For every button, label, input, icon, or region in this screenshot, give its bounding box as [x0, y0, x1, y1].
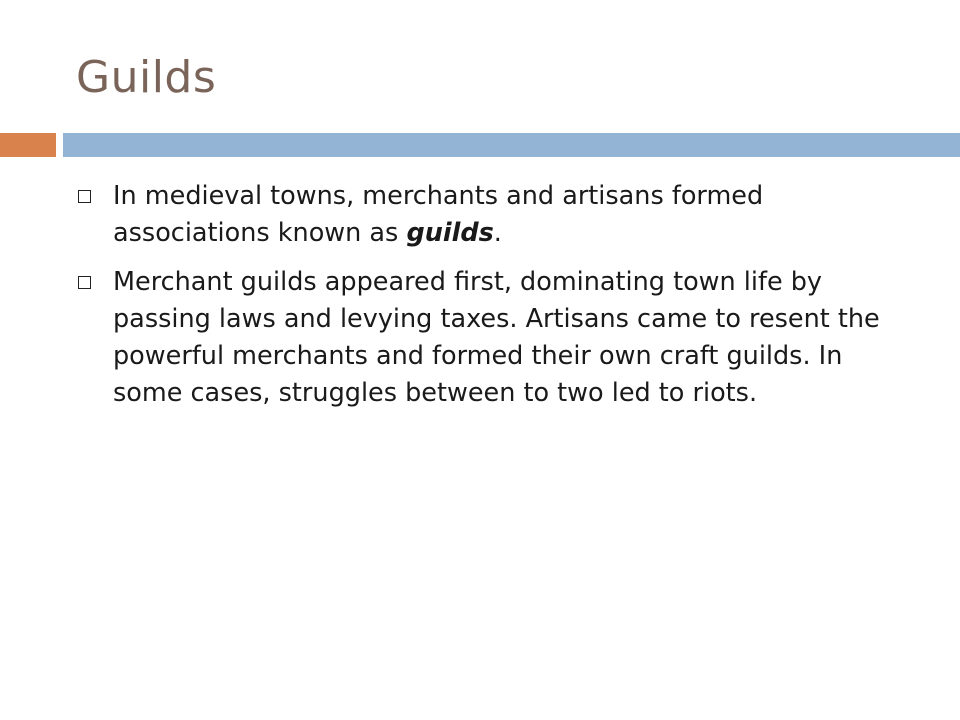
accent-bar-orange	[0, 133, 56, 157]
bullet-list	[76, 178, 906, 424]
bullet-text	[113, 267, 880, 408]
bullet-text-before: Merchant guilds appeared first, dominating town life by passing laws and levying taxes. Artisans came to resent the powerful merchants and formed their own craft guilds. In some cases, struggles between to two led to riots.	[113, 267, 880, 408]
slide-title: Guilds	[76, 52, 217, 103]
bullet-text	[113, 181, 763, 248]
square-bullet-icon	[78, 276, 91, 289]
accent-bar-blue	[63, 133, 960, 157]
bullet-item	[76, 264, 906, 412]
bullet-item	[76, 178, 906, 252]
square-bullet-icon	[78, 190, 91, 203]
bullet-text-emphasis: guilds	[406, 218, 494, 248]
bullet-text-before: In medieval towns, merchants and artisans formed associations known as	[113, 181, 764, 248]
bullet-text-after: .	[493, 218, 502, 248]
